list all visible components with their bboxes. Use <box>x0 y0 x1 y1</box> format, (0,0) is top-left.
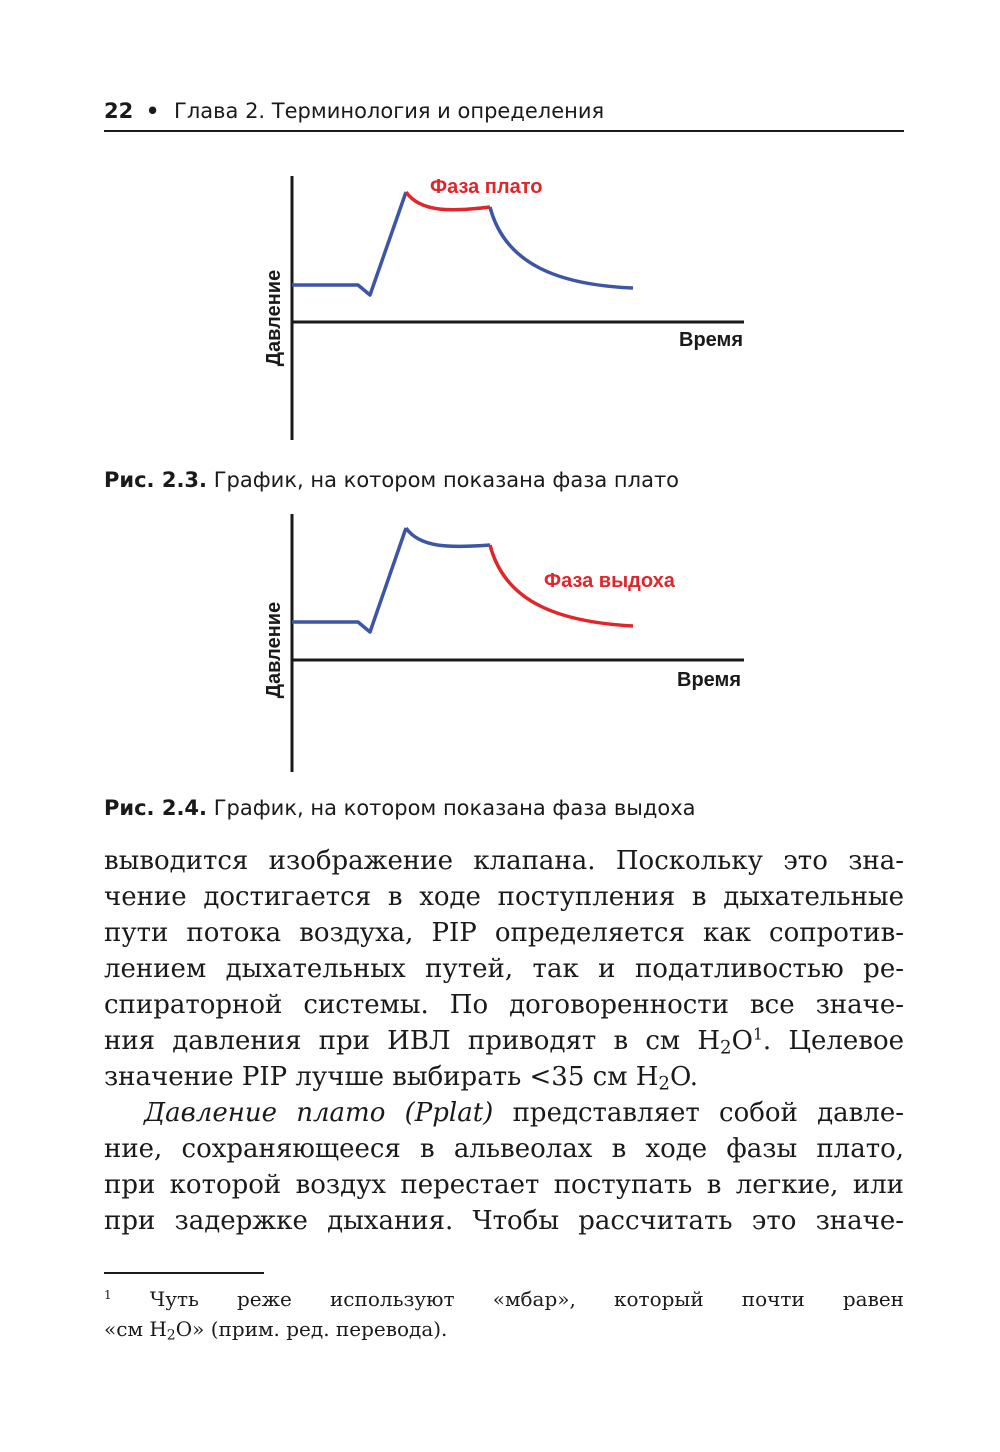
paragraph <box>104 843 904 1095</box>
text-line: спираторной системы. По договоренности все значе- <box>104 990 904 1020</box>
text-line: при задержке дыхания. Чтобы рассчитать это значе- <box>104 1206 904 1236</box>
text-line <box>104 1314 904 1344</box>
subscript: 2 <box>658 1073 670 1095</box>
paragraph <box>104 1095 904 1239</box>
text-line <box>104 1023 904 1059</box>
text-fragment: ния давления при ИВЛ приводят в см H <box>104 1026 721 1056</box>
pressure-curve-exhalation <box>490 207 633 288</box>
text-line: пути потока воздуха, PIP определяется как сопротив- <box>104 918 904 948</box>
text-line: чение достигается в ходе поступления в дыхательные <box>104 882 904 912</box>
x-axis-label: Время <box>679 329 743 351</box>
footnote <box>104 1284 904 1344</box>
figure-caption <box>104 793 924 823</box>
figure-2-3 <box>0 170 1000 450</box>
text-fragment: O. <box>669 1062 699 1092</box>
text-line <box>104 1284 904 1314</box>
footnote-marker: 1 <box>104 1287 112 1302</box>
text-fragment: Чуть реже используют «мбар», который почти равен <box>111 1287 904 1311</box>
pressure-curve-inspiration <box>292 192 406 295</box>
text-fragment: представляет собой давле- <box>493 1098 904 1128</box>
pressure-curve-inspiration <box>292 528 406 632</box>
body-text <box>104 843 904 1239</box>
y-axis-label: Давление <box>263 601 285 699</box>
figure-2-4 <box>0 510 1000 780</box>
text-line: ние, сохраняющееся в альвеолах в ходе фазы плато, <box>104 1134 904 1164</box>
caption-text: График, на котором показана фаза плато <box>213 468 680 492</box>
phase-label: Фаза плато <box>430 176 543 198</box>
caption-label: Рис. 2.4. <box>104 796 208 820</box>
subscript: 2 <box>166 1327 176 1344</box>
header-separator: • <box>145 99 160 123</box>
footnote-divider <box>104 1272 264 1274</box>
figure-caption <box>104 465 924 495</box>
text-line <box>104 1059 904 1095</box>
text-fragment: O <box>731 1026 753 1056</box>
text-line: при которой воздух перестает поступать в легкие, или <box>104 1170 904 1200</box>
footnote-ref: 1 <box>752 1025 763 1044</box>
x-axis-label: Время <box>677 669 741 691</box>
running-header <box>104 96 904 132</box>
text-fragment: . Целевое <box>762 1026 904 1056</box>
phase-label: Фаза выдоха <box>544 570 675 592</box>
pressure-curve-plateau <box>406 528 490 546</box>
text-fragment: O» (прим. ред. перевода). <box>175 1317 448 1341</box>
caption-text: График, на котором показана фаза выдоха <box>213 796 696 820</box>
y-axis-label: Давление <box>263 269 285 367</box>
text-line: лением дыхательных путей, так и податливостью ре- <box>104 954 904 984</box>
subscript: 2 <box>720 1037 732 1059</box>
text-line <box>104 1095 904 1131</box>
text-fragment: «см H <box>104 1317 167 1341</box>
text-fragment: значение PIP лучше выбирать <35 см H <box>104 1062 659 1092</box>
caption-label: Рис. 2.3. <box>104 468 208 492</box>
term-italic: Давление плато (Pplat) <box>144 1098 494 1128</box>
chapter-title: Глава 2. Терминология и определения <box>174 99 605 123</box>
page-number: 22 <box>104 99 134 123</box>
text-line: выводится изображение клапана. Поскольку это зна- <box>104 846 904 876</box>
